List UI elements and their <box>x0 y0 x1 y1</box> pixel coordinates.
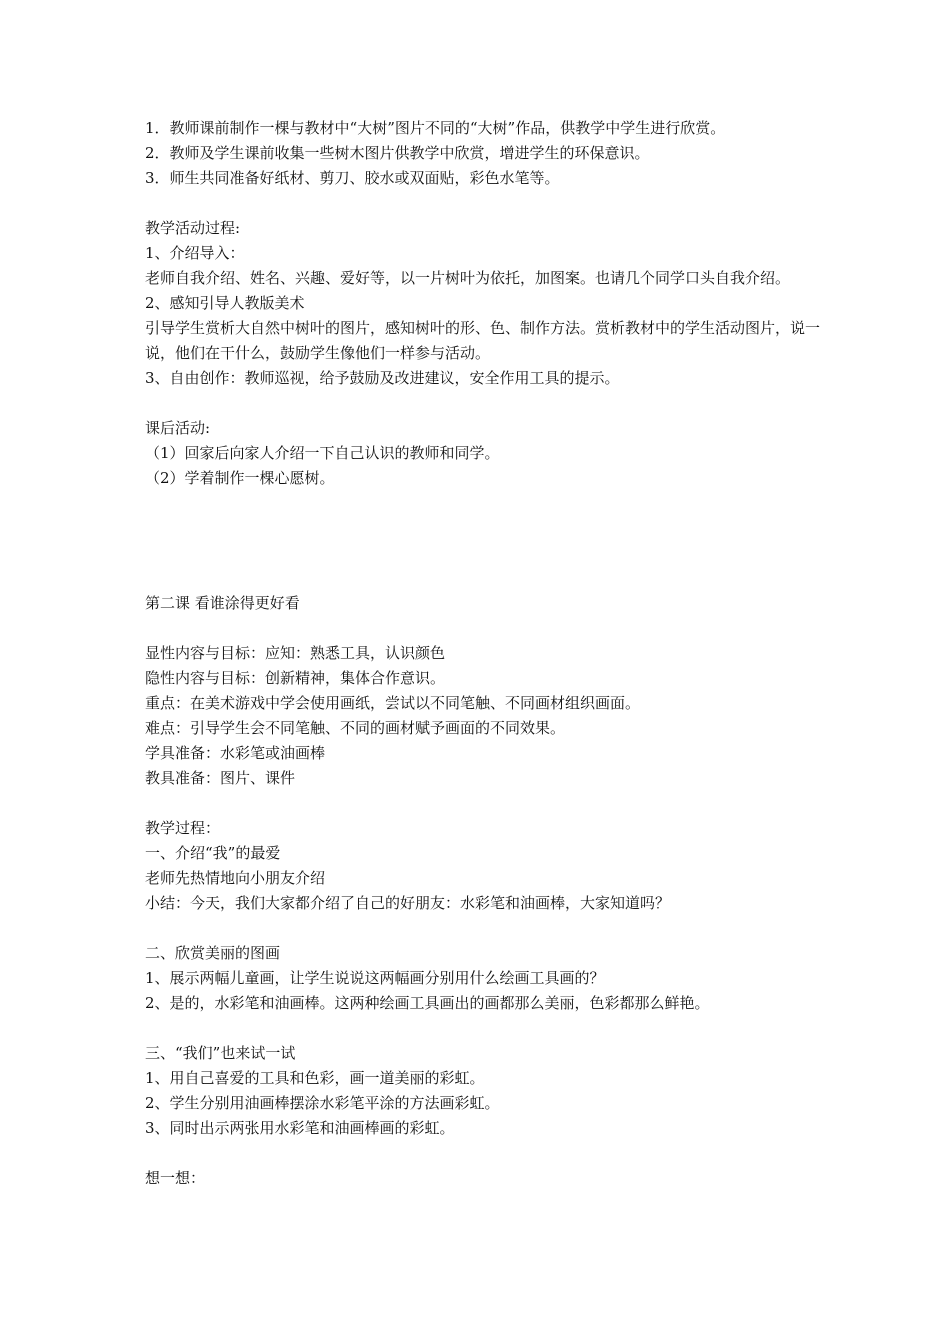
think-heading: 想一想： <box>145 1169 206 1187</box>
student-materials: 学具准备：水彩笔或油画棒 <box>145 744 326 762</box>
spacer <box>145 916 820 941</box>
goal-implicit: 隐性内容与目标：创新精神，集体合作意识。 <box>145 669 446 687</box>
document-body <box>145 116 820 1191</box>
after-heading: 课后活动: <box>145 419 211 437</box>
after-item-1: （1）回家后向家人介绍一下自己认识的教师和同学。 <box>145 444 500 462</box>
goal-explicit: 显性内容与目标：应知：熟悉工具，认识颜色 <box>145 644 446 662</box>
part1-line-2: 小结：今天，我们大家都介绍了自己的好朋友：水彩笔和油画棒，大家知道吗？ <box>145 894 671 912</box>
lesson2-title: 第二课 看谁涂得更好看 <box>145 594 300 612</box>
prep-item-2: 2．教师及学生课前收集一些树木图片供教学中欣赏，增进学生的环保意识。 <box>145 144 650 162</box>
part1-line-1: 老师先热情地向小朋友介绍 <box>145 869 326 887</box>
teacher-materials: 教具准备：图片、课件 <box>145 769 296 787</box>
spacer <box>145 616 820 641</box>
spacer <box>145 391 820 416</box>
part2-line-2: 2、是的，水彩笔和油画棒。这两种绘画工具画出的画都那么美丽，色彩都那么鲜艳。 <box>145 994 710 1012</box>
prep-item-3: 3．师生共同准备好纸材、剪刀、胶水或双面贴，彩色水笔等。 <box>145 169 560 187</box>
process-heading: 教学过程： <box>145 819 221 837</box>
part3-title: 三、“我们”也来试一试 <box>145 1044 296 1062</box>
part2-title: 二、欣赏美丽的图画 <box>145 944 281 962</box>
part3-line-1: 1、用自己喜爱的工具和色彩，画一道美丽的彩虹。 <box>145 1069 485 1087</box>
after-item-2: （2）学着制作一棵心愿树。 <box>145 469 335 487</box>
part2-line-1: 1、展示两幅儿童画，让学生说说这两幅画分别用什么绘画工具画的？ <box>145 969 605 987</box>
activity-step1-title: 1、介绍导入： <box>145 244 245 262</box>
activity-step2-text: 引导学生赏析大自然中树叶的图片，感知树叶的形、色、制作方法。赏析教材中的学生活动图片，说一说，他们在干什么，鼓励学生像他们一样参与活动。 <box>145 319 821 362</box>
spacer <box>145 1141 820 1166</box>
goal-difficulty: 难点：引导学生会不同笔触、不同的画材赋予画面的不同效果。 <box>145 719 566 737</box>
part3-line-2: 2、学生分别用油画棒摆涂水彩笔平涂的方法画彩虹。 <box>145 1094 500 1112</box>
part3-line-3: 3、同时出示两张用水彩笔和油画棒画的彩虹。 <box>145 1119 455 1137</box>
part1-title: 一、介绍“我”的最爱 <box>145 844 281 862</box>
spacer <box>145 191 820 216</box>
activity-step1-text: 老师自我介绍、姓名、兴趣、爱好等，以一片树叶为依托，加图案。也请几个同学口头自我介绍。 <box>145 269 791 287</box>
spacer <box>145 791 820 816</box>
activity-heading: 教学活动过程: <box>145 219 241 237</box>
activity-step2-title: 2、感知引导人教版美术 <box>145 294 305 312</box>
goal-key-point: 重点：在美术游戏中学会使用画纸，尝试以不同笔触、不同画材组织画面。 <box>145 694 641 712</box>
spacer <box>145 1016 820 1041</box>
spacer <box>145 491 820 591</box>
prep-item-1: 1．教师课前制作一棵与教材中“大树”图片不同的“大树”作品，供教学中学生进行欣赏。 <box>145 119 726 137</box>
activity-step3-text: 3、自由创作：教师巡视，给予鼓励及改进建议，安全作用工具的提示。 <box>145 369 620 387</box>
